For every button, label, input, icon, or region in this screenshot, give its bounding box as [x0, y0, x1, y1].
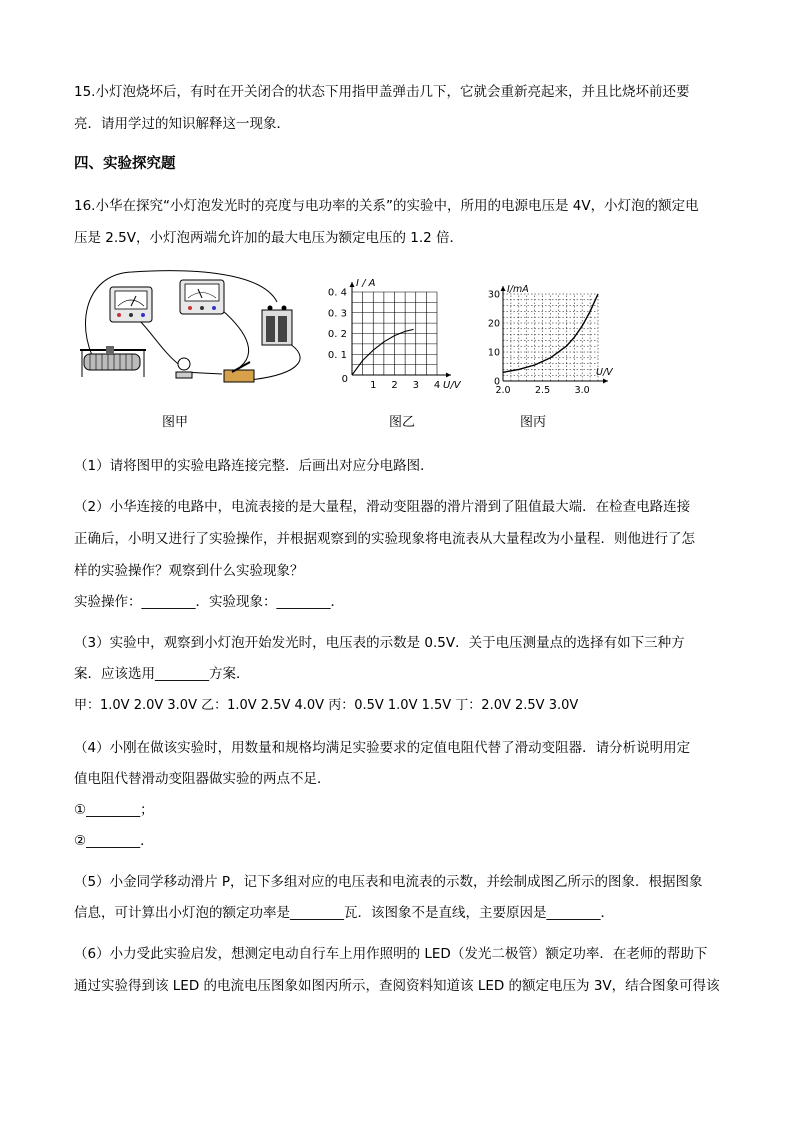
- x-tick-label: 3: [412, 380, 419, 391]
- chart-yi-series: [352, 329, 414, 375]
- q16-intro-line2: 压是 2.5V，小灯泡两端允许加的最大电压为额定电压的 1.2 倍．: [74, 230, 464, 246]
- x-tick-label: 1: [370, 380, 377, 391]
- y-tick-label: 20: [487, 318, 500, 330]
- circuit-apparatus-figure: [72, 262, 320, 392]
- x-tick-label: 2.5: [535, 385, 551, 396]
- y-axis-label: I/mA: [507, 284, 529, 295]
- bulb: [176, 358, 192, 378]
- x-tick-label: 3.0: [574, 385, 590, 396]
- q16-part3-line2: 案．应该选用________方案．: [74, 666, 250, 682]
- q15-line1: 15.小灯泡烧坏后，有时在开关闭合的状态下用指甲盖弹击几下，它就会重新亮起来，并且比烧坏前还要: [74, 84, 690, 100]
- q15-line2: 亮．请用学过的知识解释这一现象．: [74, 116, 290, 132]
- y-axis-arrow: [501, 286, 506, 291]
- q16-part6-line1: （6）小力受此实验启发，想测定电动自行车上用作照明的 LED（发光二极管）额定功率．在老师的帮助下: [74, 946, 708, 962]
- q16-part4-answer1: ①________；: [74, 802, 154, 818]
- q16-part1: （1）请将图甲的实验电路连接完整．后画出对应分电路图．: [74, 458, 434, 474]
- y-axis-arrow: [350, 282, 355, 287]
- q16-part2-line1: （2）小华连接的电路中，电流表接的是大量程，滑动变阻器的滑片滑到了阻值最大端．在检查电路连接: [74, 499, 691, 515]
- origin-label: 0: [341, 374, 348, 385]
- section-title: 四、实验探究题: [74, 156, 176, 172]
- q16-part4-line2: 值电阻代替滑动变阻器做实验的两点不足．: [74, 771, 331, 787]
- figure-jia-caption: 图甲: [162, 415, 189, 430]
- y-tick-label: 30: [487, 289, 500, 301]
- y-tick-label: 0. 2: [327, 329, 347, 340]
- q16-part3-options: 甲：1.0V 2.0V 3.0V 乙：1.0V 2.5V 4.0V 丙：0.5V 1.0V 1.5V 丁：2.0V 2.5V 3.0V: [74, 698, 579, 713]
- chart-yi-grid: [352, 292, 437, 375]
- wire: [222, 310, 249, 372]
- q16-part3-line1: （3）实验中，观察到小灯泡开始发光时，电压表的示数是 0.5V．关于电压测量点的选择有如下三种方: [74, 635, 685, 651]
- x-axis-label: U/V: [596, 367, 613, 378]
- q16-part5-line1: （5）小金同学移动滑片 P，记下多组对应的电压表和电流表的示数，并绘制成图乙所示的图象．根据图象: [74, 874, 703, 890]
- q16-part5-line2: 信息，可计算出小灯泡的额定功率是________瓦．该图象不是直线，主要原因是________．: [74, 905, 614, 921]
- switch: [224, 362, 254, 382]
- q16-part4-line1: （4）小刚在做该实验时，用数量和规格均满足实验要求的定值电阻代替了滑动变阻器．请分析说明用定: [74, 740, 691, 756]
- q16-part4-answer2: ②________．: [74, 833, 154, 849]
- figure-yi-caption: 图乙: [389, 415, 416, 430]
- y-tick-label: 10: [487, 347, 500, 359]
- y-tick-label: 0. 4: [327, 287, 347, 299]
- y-tick-label: 0. 1: [327, 349, 347, 361]
- y-tick-label: 0: [493, 376, 500, 388]
- x-tick-label: 2: [391, 380, 398, 391]
- chart-bing: [486, 280, 620, 398]
- x-axis-arrow: [446, 373, 451, 378]
- chart-yi-axes: [350, 282, 452, 378]
- q16-part2-line2: 正确后，小明又进行了实验操作，并根据观察到的实验现象将电流表从大量程改为小量程．则他进行了怎: [74, 531, 695, 547]
- x-tick-label: 4: [433, 380, 441, 391]
- x-axis-label: U/V: [443, 380, 461, 391]
- voltmeter: [180, 280, 224, 314]
- chart-bing-grid: [503, 294, 598, 381]
- q16-part2-answer: 实验操作：________．实验现象：________．: [74, 594, 344, 610]
- series-line: [352, 329, 414, 375]
- q16-part6-line2: 通过实验得到该 LED 的电流电压图象如图丙所示，查阅资料知道该 LED 的额定电压为 3V，结合图象可得该: [74, 978, 720, 994]
- q16-intro-line1: 16.小华在探究“小灯泡发光时的亮度与电功率的关系”的实验中，所用的电源电压是 4V，小灯泡的额定电: [74, 198, 699, 214]
- y-tick-label: 0. 3: [327, 308, 347, 320]
- wire: [250, 342, 300, 380]
- x-tick-label: 2.0: [495, 385, 511, 396]
- chart-yi: [325, 262, 475, 400]
- y-axis-label: I / A: [356, 278, 376, 289]
- rheostat: [80, 346, 146, 377]
- x-axis-arrow: [603, 379, 608, 384]
- q16-part2-line3: 样的实验操作？观察到什么实验现象？: [74, 563, 304, 579]
- wire: [136, 317, 182, 367]
- battery-pack: [262, 306, 292, 346]
- figure-bing-caption: 图丙: [520, 415, 547, 430]
- ammeter: [110, 287, 152, 322]
